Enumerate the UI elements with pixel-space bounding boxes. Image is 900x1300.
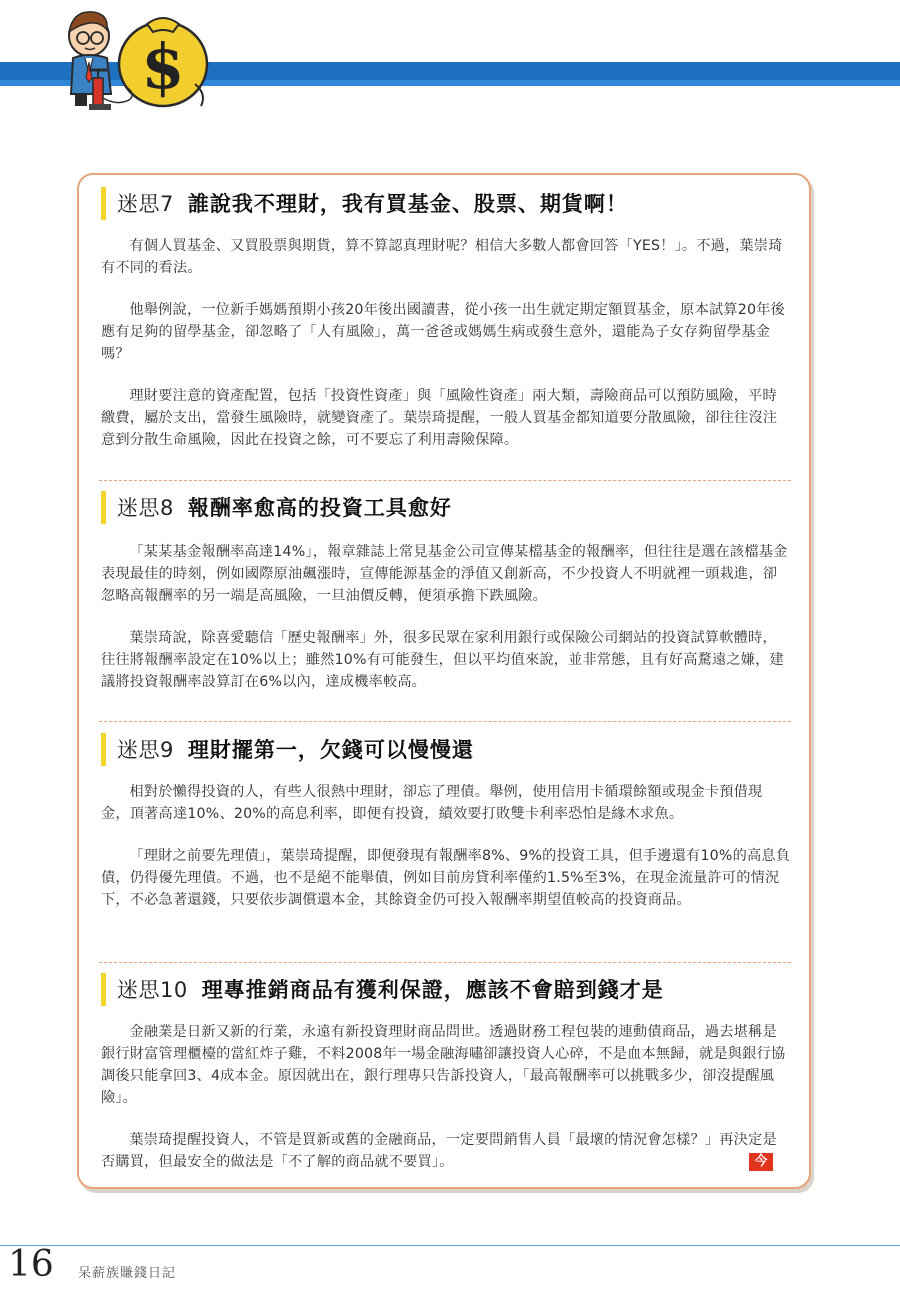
section-title — [101, 487, 791, 527]
paragraph: 「理財之前要先理債」，葉崇琦提醒，即便發現有報酬率8%、9%的投資工具，但手邊還有10%的高息負債，仍得優先理債。不過，也不是絕不能舉債，例如目前房貸利率僅約1.5%至3%，在現金流量許可的情況下，不必急著還錢，只要依步調償還本金，其餘資金仍可投入報酬率期望值較高的投資商品。 — [101, 848, 791, 908]
title-accent-bar — [101, 491, 106, 524]
section-title — [101, 729, 791, 769]
end-mark-icon: 今 — [749, 1153, 773, 1171]
book-title: 呆薪族賺錢日記 — [78, 1266, 177, 1281]
myth-section-10 — [101, 969, 791, 1173]
mascot-money-bag-illustration — [55, 2, 215, 114]
paragraph: 金融業是日新又新的行業，永遠有新投資理財商品問世。透過財務工程包裝的連動債商品，過去堪稱是銀行財富管理櫃檯的當紅炸子雞，不料2008年一場金融海嘯卻讓投資人心碎，不是血本無歸，就是與銀行協調後只能拿回3、4成本金。原因就出在，銀行理專只告訴投資人，「最高報酬率可以挑戰多少，卻沒提醒風險」。 — [101, 1024, 786, 1106]
paragraph: 「某某基金報酬率高達14%」，報章雜誌上常見基金公司宣傳某檔基金的報酬率，但往往是選在該檔基金表現最佳的時刻，例如國際原油飆漲時，宣傳能源基金的淨值又創新高，不少投資人不明就裡一頭栽進，卻忽略高報酬率的另一端是高風險，一旦油價反轉，便須承擔下跌風險。 — [101, 544, 788, 604]
page-number: 16 — [8, 1244, 54, 1285]
paragraph: 他舉例說，一位新手媽媽預期小孩20年後出國讀書，從小孩一出生就定期定額買基金，原本試算20年後應有足夠的留學基金，卻忽略了「人有風險」，萬一爸爸或媽媽生病或發生意外，還能為子女存夠留學基金嗎？ — [101, 302, 785, 362]
article-card — [77, 173, 811, 1189]
section-divider — [99, 962, 791, 963]
myth-number: 迷思10 — [117, 978, 188, 1002]
myth-heading: 理專推銷商品有獲利保證，應該不會賠到錢才是 — [201, 978, 664, 1002]
paragraph: 葉崇琦說，除喜愛聽信「歷史報酬率」外，很多民眾在家利用銀行或保險公司網站的投資試算軟體時，往往將報酬率設定在10%以上；雖然10%有可能發生，但以平均值來說，並非常態，且有好高騖遠之嫌，建議將投資報酬率設算訂在6%以內，達成機率較高。 — [101, 630, 784, 690]
myth-section-8 — [101, 487, 791, 693]
myth-heading: 報酬率愈高的投資工具愈好 — [187, 496, 452, 520]
footer-rule — [0, 1245, 900, 1246]
title-accent-bar — [101, 733, 106, 766]
myth-heading: 誰說我不理財，我有買基金、股票、期貨啊！ — [187, 192, 628, 216]
section-title — [101, 183, 791, 223]
paragraph: 有個人買基金、又買股票與期貨，算不算認真理財呢？相信大多數人都會回答「YES！」。不過，葉崇琦有不同的看法。 — [101, 238, 783, 276]
myth-number: 迷思7 — [117, 192, 174, 216]
section-divider — [99, 480, 791, 481]
myth-heading: 理財擺第一，欠錢可以慢慢還 — [187, 738, 474, 762]
myth-number: 迷思8 — [117, 496, 174, 520]
myth-number: 迷思9 — [117, 738, 174, 762]
myth-section-7 — [101, 183, 791, 451]
paragraph: 相對於懶得投資的人，有些人很熱中理財，卻忘了理債。舉例，使用信用卡循環餘額或現金卡預借現金，頂著高達10%、20%的高息利率，即便有投資，績效要打敗雙卡利率恐怕是緣木求魚。 — [101, 784, 763, 822]
paragraph: 理財要注意的資產配置，包括「投資性資產」與「風險性資產」兩大類，壽險商品可以預防風險，平時繳費，屬於支出，當發生風險時，就變資產了。葉崇琦提醒，一般人買基金都知道要分散風險，卻往往沒注意到分散生命風險，因此在投資之餘，可不要忘了利用壽險保障。 — [101, 388, 778, 448]
title-accent-bar — [101, 187, 106, 220]
section-title — [101, 969, 791, 1009]
paragraph: 葉崇琦提醒投資人，不管是買新或舊的金融商品，一定要問銷售人員「最壞的情況會怎樣？」再決定是否購買，但最安全的做法是「不了解的商品就不要買」。 — [101, 1132, 777, 1170]
section-divider — [99, 721, 791, 722]
svg-text:$: $ — [141, 30, 185, 103]
myth-section-9 — [101, 729, 791, 911]
title-accent-bar — [101, 973, 106, 1006]
